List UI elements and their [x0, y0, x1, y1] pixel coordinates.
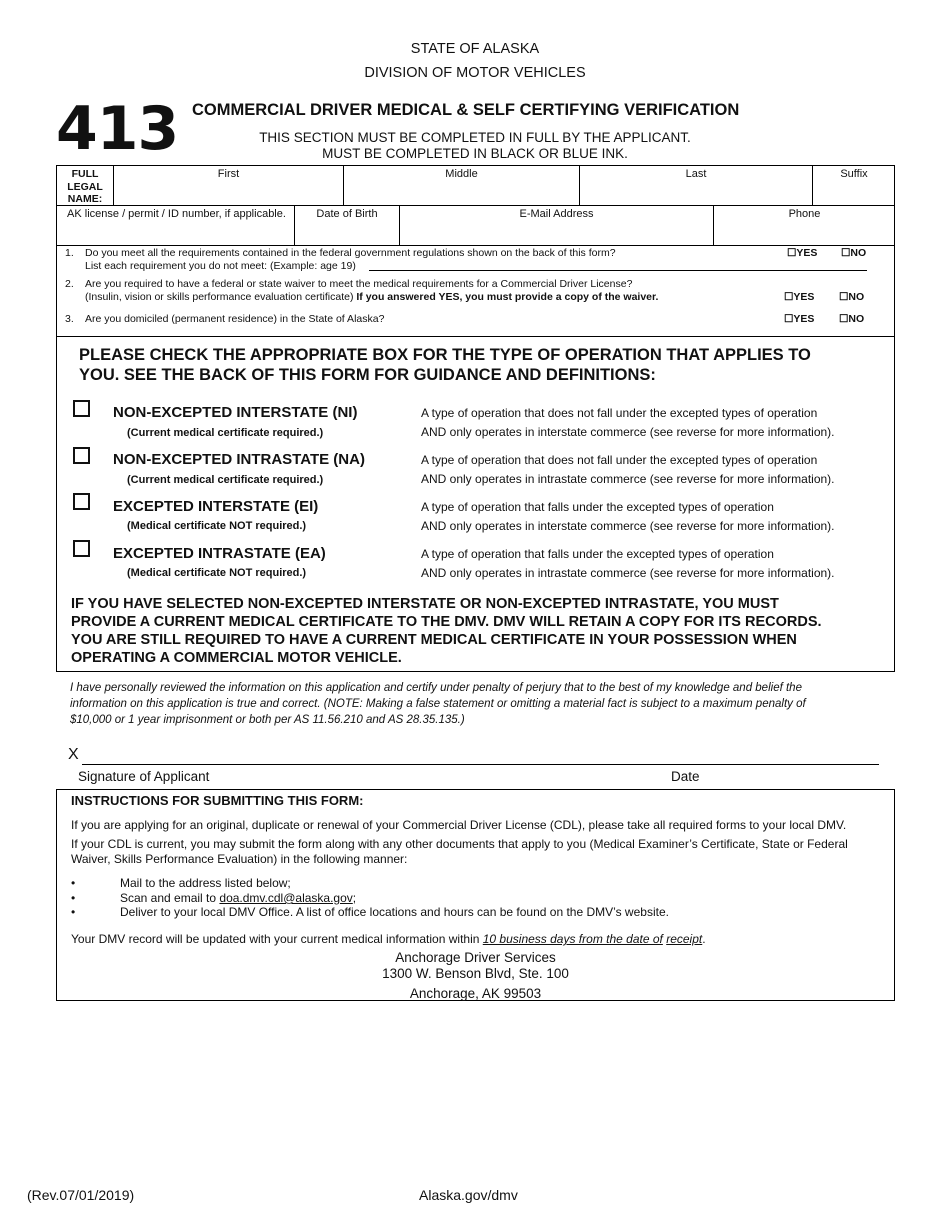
operation-heading-line-1: PLEASE CHECK THE APPROPRIATE BOX FOR THE TYPE OF OPERATION THAT APPLIES TO — [79, 346, 811, 364]
non-excepted-interstate-note: (Current medical certificate required.) — [127, 427, 324, 439]
email-address-field[interactable]: E-Mail Address — [519, 208, 594, 220]
non-excepted-intrastate-note: (Current medical certificate required.) — [127, 474, 324, 486]
question-3-number: 3. — [65, 313, 74, 325]
revision-date: (Rev.07/01/2019) — [27, 1187, 135, 1203]
question-3-no-checkbox[interactable]: ☐NO — [839, 313, 865, 325]
license-number-field[interactable]: AK license / permit / ID number, if applicable. — [67, 208, 286, 220]
medical-certificate-warning-1: IF YOU HAVE SELECTED NON-EXCEPTED INTERSTATE OR NON-EXCEPTED INTRASTATE, YOU MUST — [71, 596, 779, 612]
certification-line-2: information on this application is true and correct. (NOTE: Making a false statement or omitting a material fact is subject to a maximum penalty of — [70, 698, 806, 710]
question-2-no-checkbox[interactable]: ☐NO — [839, 291, 865, 303]
middle-name-field[interactable]: Middle — [445, 168, 478, 180]
state-heading: STATE OF ALASKA — [410, 41, 540, 57]
instructions-paragraph-2-line-2: Waiver, Skills Performance Evaluation) in the following manner: — [71, 852, 408, 866]
non-excepted-intrastate-desc-2: AND only operates in intrastate commerce (see reverse for more information). — [421, 472, 835, 486]
question-2-number: 2. — [65, 278, 74, 290]
address-city: Anchorage, AK 99503 — [409, 986, 542, 1001]
bullet-deliver: Deliver to your local DMV Office. A list of office locations and hours can be found on the DMV’s website. — [120, 905, 669, 919]
excepted-interstate-title: EXCEPTED INTERSTATE (EI) — [113, 498, 319, 515]
certification-line-1: I have personally reviewed the information on this application and certify under penalty of perjury that to the best of my knowledge and belief the — [70, 682, 802, 694]
question-1-followup: List each requirement you do not meet: (Example: age 19) — [85, 260, 356, 272]
first-name-field[interactable]: First — [217, 168, 240, 180]
medical-certificate-warning-2: PROVIDE A CURRENT MEDICAL CERTIFICATE TO THE DMV. DMV WILL RETAIN A COPY FOR ITS RECORDS. — [71, 614, 822, 630]
record-update-text: Your DMV record will be updated with your current medical information within — [71, 932, 483, 946]
form-title: COMMERCIAL DRIVER MEDICAL & SELF CERTIFYING VERIFICATION — [192, 101, 740, 119]
excepted-intrastate-desc-2: AND only operates in intrastate commerce (see reverse for more information). — [421, 566, 835, 580]
record-update-receipt: receipt — [666, 932, 703, 946]
operation-type-section — [56, 336, 895, 672]
bullet-email-prefix: Scan and email to — [120, 891, 220, 905]
instructions-paragraph-1: If you are applying for an original, duplicate or renewal of your Commercial Driver License (CDL), please take all required forms to your local DMV. — [71, 818, 847, 832]
question-2-detail: (Insulin, vision or skills performance evaluation certificate) — [85, 291, 354, 303]
bullet-3-marker: • — [71, 905, 76, 919]
record-update-timeframe: 10 business days from the date of — [482, 932, 663, 946]
form-number: 413 — [56, 94, 179, 164]
excepted-interstate-note: (Medical certificate NOT required.) — [127, 520, 307, 532]
signature-x-mark: X — [68, 746, 79, 763]
bullet-1-marker: • — [71, 876, 76, 890]
address-street: 1300 W. Benson Blvd, Ste. 100 — [382, 966, 569, 981]
question-1-requirements-field[interactable] — [369, 258, 867, 271]
phone-field[interactable]: Phone — [788, 208, 821, 220]
bullet-mail: Mail to the address listed below; — [120, 876, 291, 890]
question-1-yes-checkbox[interactable]: ☐YES — [787, 247, 818, 259]
excepted-intrastate-title: EXCEPTED INTRASTATE (EA) — [113, 545, 326, 562]
excepted-intrastate-desc-1: A type of operation that falls under the excepted types of operation — [421, 547, 774, 561]
subtitle-ink: MUST BE COMPLETED IN BLACK OR BLUE INK. — [322, 146, 628, 161]
operation-heading-line-2: YOU. SEE THE BACK OF THIS FORM FOR GUIDANCE AND DEFINITIONS: — [79, 366, 656, 384]
excepted-interstate-desc-1: A type of operation that falls under the excepted types of operation — [421, 500, 774, 514]
question-1-text: Do you meet all the requirements contained in the federal government regulations shown on the back of this form? — [85, 247, 616, 259]
subtitle-complete-in-full: THIS SECTION MUST BE COMPLETED IN FULL BY THE APPLICANT. — [259, 130, 691, 145]
question-1-number: 1. — [65, 247, 74, 259]
non-excepted-interstate-title: NON-EXCEPTED INTERSTATE (NI) — [113, 404, 358, 421]
record-update-period: . — [702, 932, 706, 946]
non-excepted-intrastate-desc-1: A type of operation that does not fall under the excepted types of operation — [421, 453, 818, 467]
question-3-text: Are you domiciled (permanent residence) in the State of Alaska? — [85, 313, 385, 325]
medical-certificate-warning-4: OPERATING A COMMERCIAL MOTOR VEHICLE. — [71, 650, 402, 666]
excepted-interstate-checkbox[interactable] — [73, 493, 90, 510]
question-2-yes-checkbox[interactable]: ☐YES — [784, 291, 815, 303]
medical-certificate-warning-3: YOU ARE STILL REQUIRED TO HAVE A CURRENT MEDICAL CERTIFICATE IN YOUR POSSESSION WHEN — [71, 632, 797, 648]
cdl-email-link[interactable]: doa.dmv.cdl@alaska.gov — [219, 891, 353, 905]
non-excepted-interstate-desc-1: A type of operation that does not fall under the excepted types of operation — [421, 406, 818, 420]
non-excepted-interstate-checkbox[interactable] — [73, 400, 90, 417]
last-name-field[interactable]: Last — [685, 168, 707, 180]
certification-line-3: $10,000 or 1 year imprisonment or both per AS 11.56.210 and AS 28.35.135.) — [70, 714, 465, 726]
question-2-text: Are you required to have a federal or state waiver to meet the medical requirements for a Commercial Driver License? — [85, 278, 633, 290]
identification-row — [56, 205, 895, 246]
division-heading: DIVISION OF MOTOR VEHICLES — [364, 65, 586, 81]
instructions-section — [56, 789, 895, 1001]
dmv-website[interactable]: Alaska.gov/dmv — [419, 1187, 518, 1203]
address-office: Anchorage Driver Services — [395, 950, 556, 965]
question-1-no-checkbox[interactable]: ☐NO — [841, 247, 867, 259]
question-2-waiver-note: If you answered YES, you must provide a copy of the waiver. — [356, 291, 659, 303]
full-legal-name-label: FULL LEGAL NAME: — [67, 168, 103, 205]
bullet-email-suffix: ; — [352, 891, 357, 905]
full-legal-name-row — [56, 165, 895, 206]
excepted-intrastate-note: (Medical certificate NOT required.) — [127, 567, 307, 579]
instructions-paragraph-2-line-1: If your CDL is current, you may submit the form along with any other documents that apply to you (Medical Examiner’s Certificate, State or Federal — [71, 837, 848, 851]
excepted-interstate-desc-2: AND only operates in interstate commerce (see reverse for more information). — [421, 519, 835, 533]
non-excepted-intrastate-title: NON-EXCEPTED INTRASTATE (NA) — [113, 451, 365, 468]
question-3-yes-checkbox[interactable]: ☐YES — [784, 313, 815, 325]
instructions-heading: INSTRUCTIONS FOR SUBMITTING THIS FORM: — [71, 793, 364, 808]
date-of-birth-field[interactable]: Date of Birth — [316, 208, 378, 220]
eligibility-questions — [56, 245, 895, 337]
signature-line[interactable] — [82, 744, 879, 765]
non-excepted-interstate-desc-2: AND only operates in interstate commerce (see reverse for more information). — [421, 425, 835, 439]
signature-of-applicant-label: Signature of Applicant — [78, 769, 210, 784]
non-excepted-intrastate-checkbox[interactable] — [73, 447, 90, 464]
bullet-2-marker: • — [71, 891, 76, 905]
date-label: Date — [671, 769, 700, 784]
excepted-intrastate-checkbox[interactable] — [73, 540, 90, 557]
suffix-field[interactable]: Suffix — [840, 168, 868, 180]
